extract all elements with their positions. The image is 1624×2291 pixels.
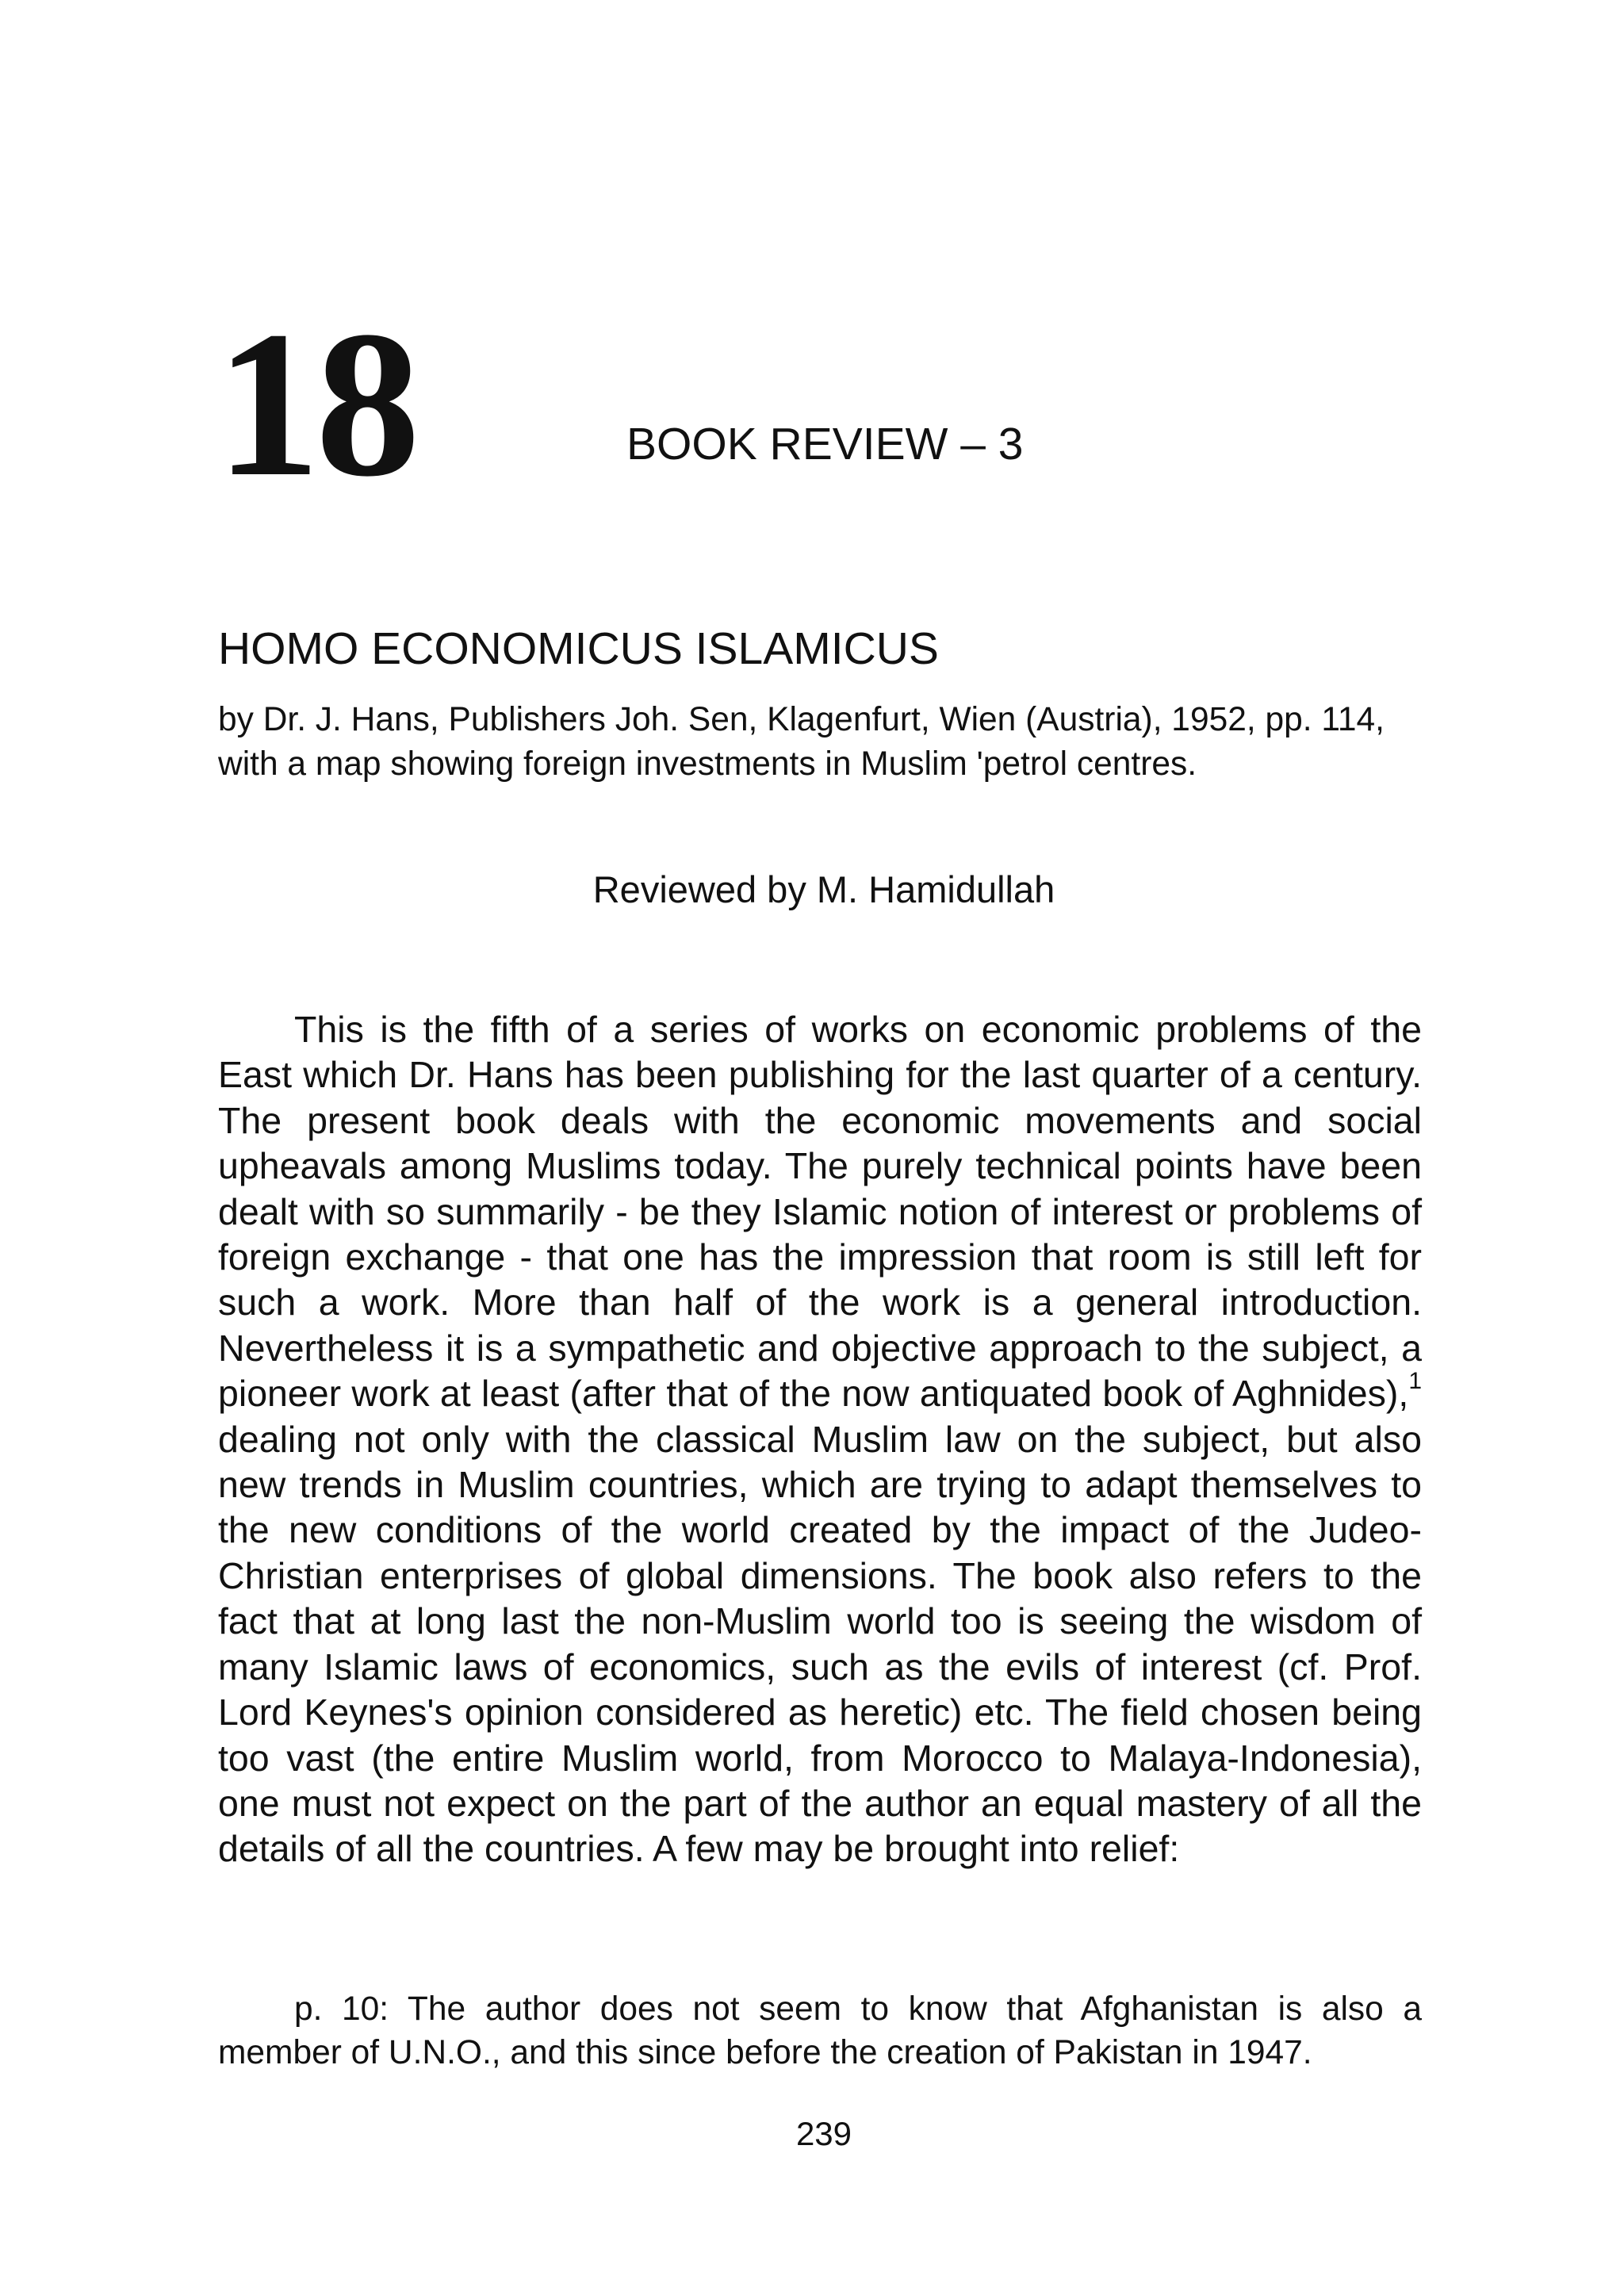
- book-title: HOMO ECONOMICUS ISLAMICUS: [218, 623, 939, 674]
- book-details: by Dr. J. Hans, Publishers Joh. Sen, Klagenfurt, Wien (Austria), 1952, pp. 114, with a map showing foreign investments in Muslim 'petrol centres.: [218, 701, 1385, 783]
- page-number: 239: [795, 2115, 852, 2152]
- reviewer-line: Reviewed by M. Hamidullah: [592, 868, 1055, 910]
- chapter-number: 18: [216, 289, 416, 520]
- paragraph-text-end: dealing not only with the classical Muslim law on the subject, but also new trends in Muslim countries, which are trying to adapt themselves to the new conditions of the world created by the impact of the Judeo-Christian enterprises of global dimensions. The book also refers to the fact that at long last the non-Muslim world too is seeing the wisdom of many Islamic laws of economics, such as the evils of interest (cf. Prof. Lord Keynes's opinion considered as heretic) etc. The field chosen being too vast (the entire Muslim world, from Morocco to Malaya-Indonesia), one must not expect on the part of the author an equal mastery of all the details of all the countries. A few may be brought into relief:: [218, 1418, 1422, 1870]
- footnote-reference: 1: [1408, 1367, 1422, 1394]
- body-paragraph: [218, 1007, 1422, 1872]
- paragraph-text-start: This is the fifth of a series of works on economic problems of the East which Dr. Hans has been publishing for the last quarter of a century. The present book deals with the economic movements and social upheavals among Muslims today. The purely technical points have been dealt with so summarily - be they Islamic notion of interest or problems of foreign exchange - that one has the impression that room is still left for such a work. More than half of the work is a general introduction. Nevertheless it is a sympathetic and objective approach to the subject, a pioneer work at least (after that of the now antiquated book of Aghnides),: [218, 1009, 1422, 1415]
- chapter-title: BOOK REVIEW – 3: [626, 419, 1024, 469]
- review-note-paragraph: p. 10: The author does not seem to know that Afghanistan is also a member of U.N.O., and this since before the creation of Pakistan in 1947.: [218, 1990, 1422, 2071]
